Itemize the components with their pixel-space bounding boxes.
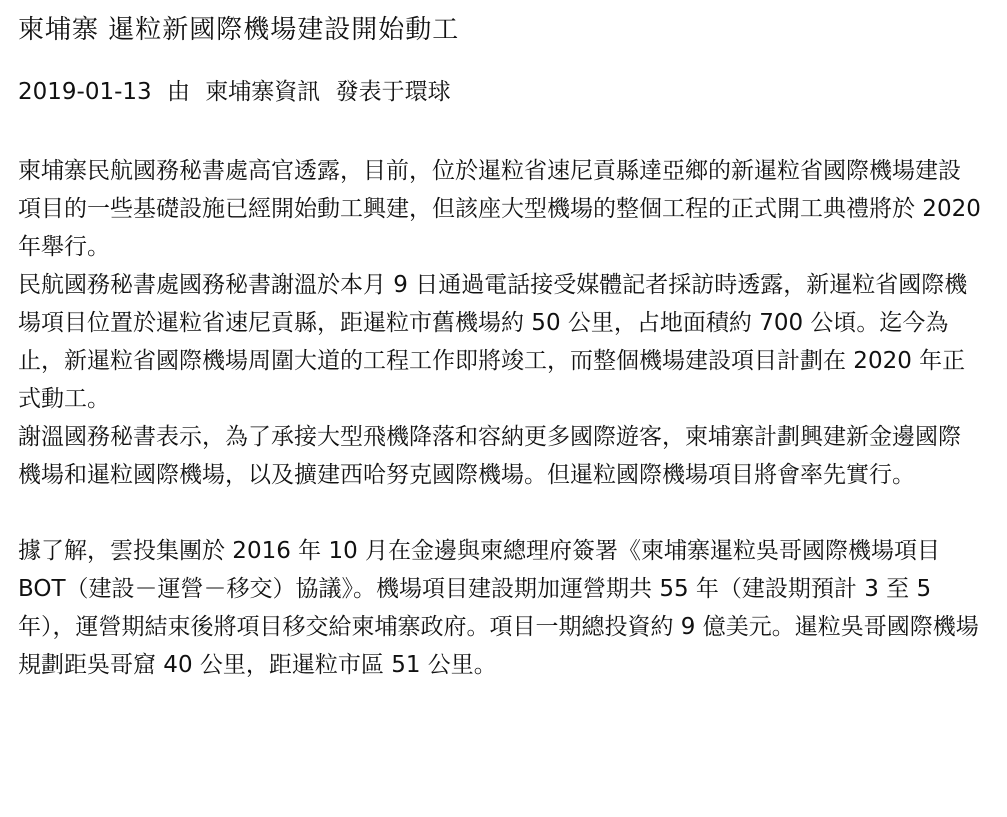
article-body-section: [18, 152, 983, 494]
paragraph: 民航國務秘書處國務秘書謝溫於本月 9 日通過電話接受媒體記者採訪時透露，新暹粒省國際機場項目位置於暹粒省速尼貢縣，距暹粒市舊機場約 50 公里，占地面積約 700 公頃。迄今為止，新暹粒省國際機場周圍大道的工程工作即將竣工，而整個機場建設項目計劃在 2020 年正式動工。: [18, 272, 968, 412]
article-meta: [18, 76, 983, 108]
article: [18, 0, 983, 684]
publish-date: 2019-01-13: [18, 79, 152, 105]
paragraph: 據了解，雲投集團於 2016 年 10 月在金邊與柬總理府簽署《柬埔寨暹粒吳哥國際機場項目 BOT（建設－運營－移交）協議》。機場項目建設期加運營期共 55 年（建設期預計 3 至 5 年），運營期結束後將項目移交給柬埔寨政府。項目一期總投資約 9 億美元。暹粒吳哥國際機場規劃距吳哥窟 40 公里，距暹粒市區 51 公里。: [18, 538, 979, 678]
paragraph: 謝溫國務秘書表示，為了承接大型飛機降落和容納更多國際遊客，柬埔寨計劃興建新金邊國際機場和暹粒國際機場，以及擴建西哈努克國際機場。但暹粒國際機場項目將會率先實行。: [18, 424, 961, 488]
article-body-section: [18, 532, 983, 684]
by-label: 由: [166, 79, 190, 105]
paragraph: 柬埔寨民航國務秘書處高官透露，目前，位於暹粒省速尼貢縣達亞鄉的新暹粒省國際機場建設項目的一些基礎設施已經開始動工興建，但該座大型機場的整個工程的正式開工典禮將於 2020 年舉行。: [18, 158, 981, 260]
published-in: 發表于環球: [335, 79, 451, 105]
article-title: 柬埔寨 暹粒新國際機場建設開始動工: [18, 15, 460, 45]
author-name: 柬埔寨資訊: [205, 79, 321, 105]
